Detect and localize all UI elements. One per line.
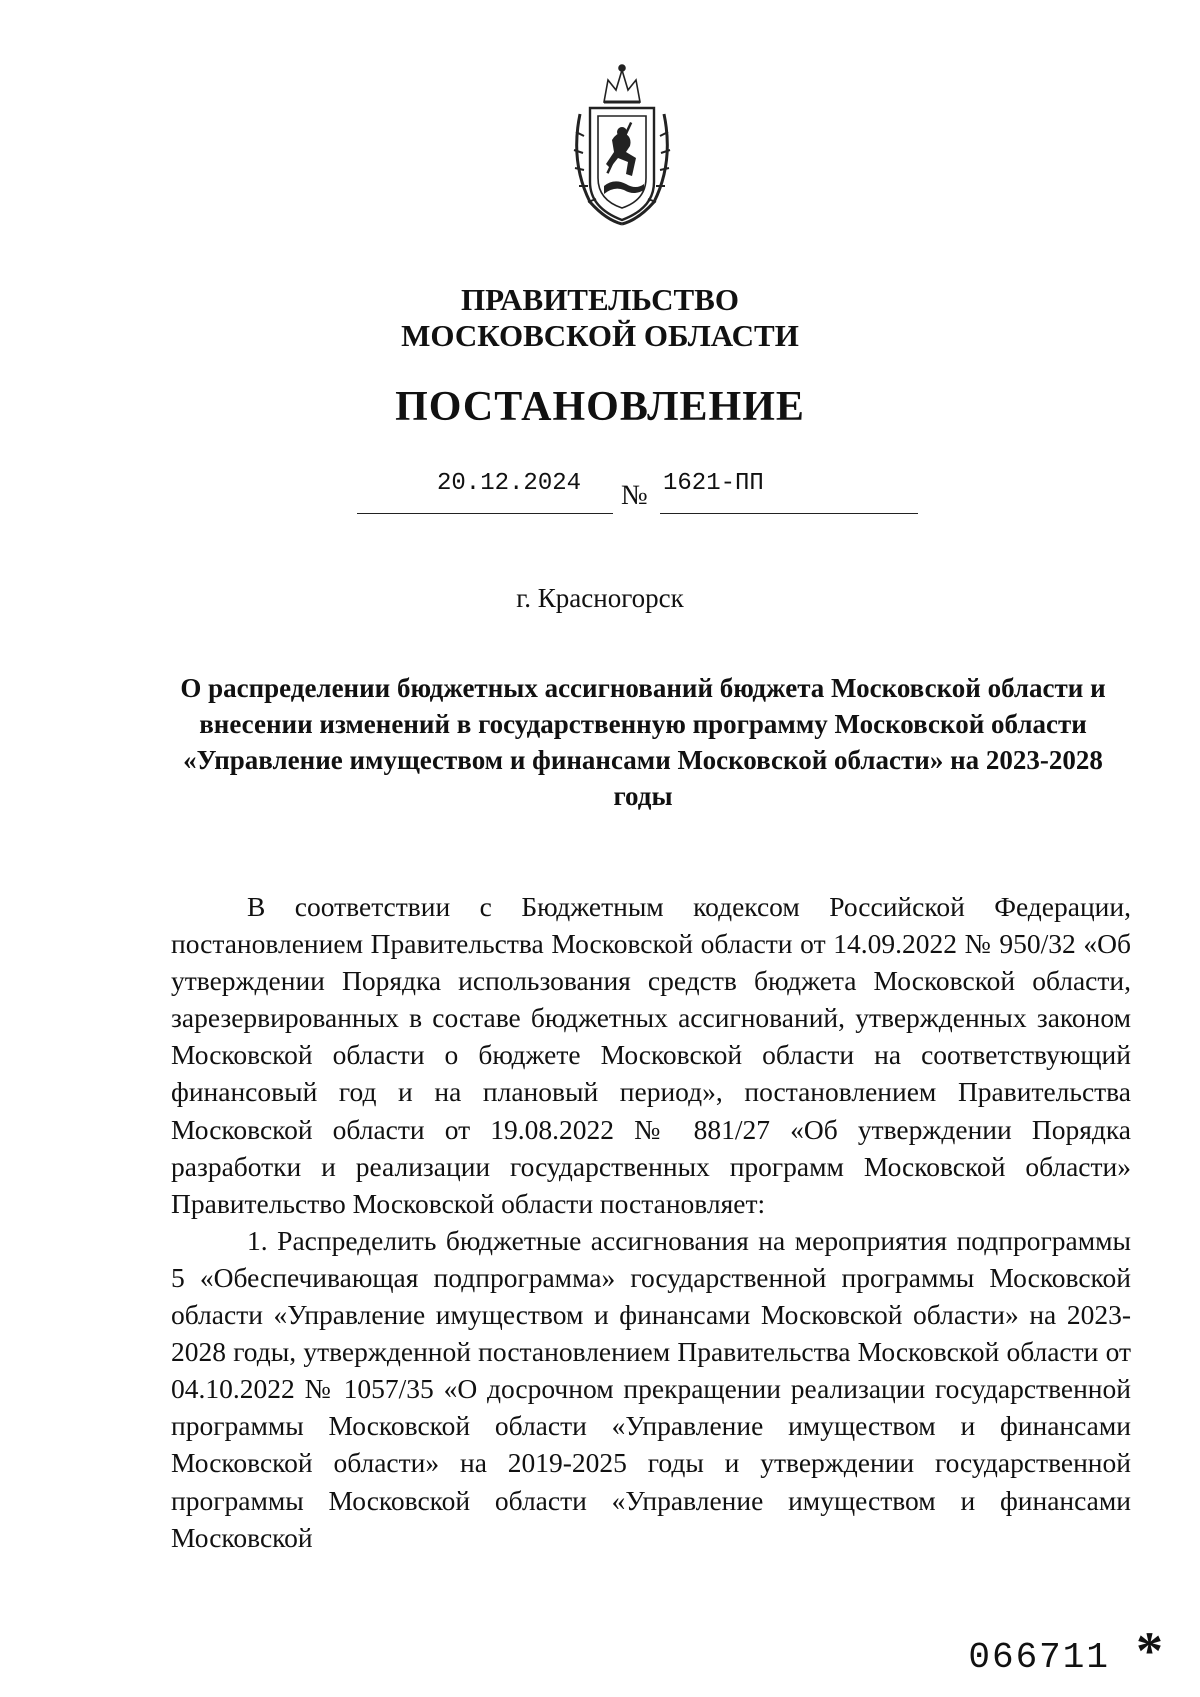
body-paragraph-1: В соответствии с Бюджетным кодексом Российской Федерации, постановлением Правительства Московской области от 14.09.2022 № 950/32 «Об утверждении Порядка использования средств бюджета Московской области, зарезервированных в составе бюджетных ассигнований, утвержденных законом Московской области о бюджете Московской области на соответствующий финансовый год и на плановый период», постановлением Правительства Московской области от 19.08.2022 № 881/27 «Об утверждении Порядка разработки и реализации государственных программ Московской области» Правительство Московской области постановляет:: [171, 891, 1131, 1219]
organization-name-line1: ПРАВИТЕЛЬСТВО: [461, 282, 739, 317]
document-body: [171, 888, 1131, 1556]
document-date: 20.12.2024: [437, 470, 582, 497]
number-underline: [660, 513, 918, 514]
moscow-region-coat-of-arms-icon: [560, 62, 684, 228]
document-number: 1621-ПП: [663, 470, 764, 497]
document-type-title: ПОСТАНОВЛЕНИЕ: [395, 384, 805, 430]
body-paragraph-2: 1. Распределить бюджетные ассигнования на мероприятия подпрограммы 5 «Обеспечивающая подпрограмма» государственной программы Московской области «Управление имуществом и финансами Московской области» на 2023-2028 годы, утвержденной постановлением Правительства Московской области от 04.10.2022 № 1057/35 «О досрочном прекращении реализации государственной программы Московской области «Управление имуществом и финансами Московской области» на 2019-2025 годы и утверждении государственной программы Московской области «Управление имуществом и финансами Московской: [171, 1224, 1131, 1553]
date-underline: [357, 513, 613, 514]
city: г. Красногорск: [516, 583, 684, 613]
number-sign: №: [621, 480, 648, 511]
serial-number: 066711: [968, 1637, 1110, 1678]
document-subject: О распределении бюджетных ассигнований бюджета Московской области и внесении изменений в государственную программу Московской области «Управление имуществом и финансами Московской области» на 2023-2028 годы: [180, 673, 1106, 811]
organization-name-line2: МОСКОВСКОЙ ОБЛАСТИ: [401, 318, 799, 353]
asterisk-mark: *: [1136, 1621, 1163, 1681]
